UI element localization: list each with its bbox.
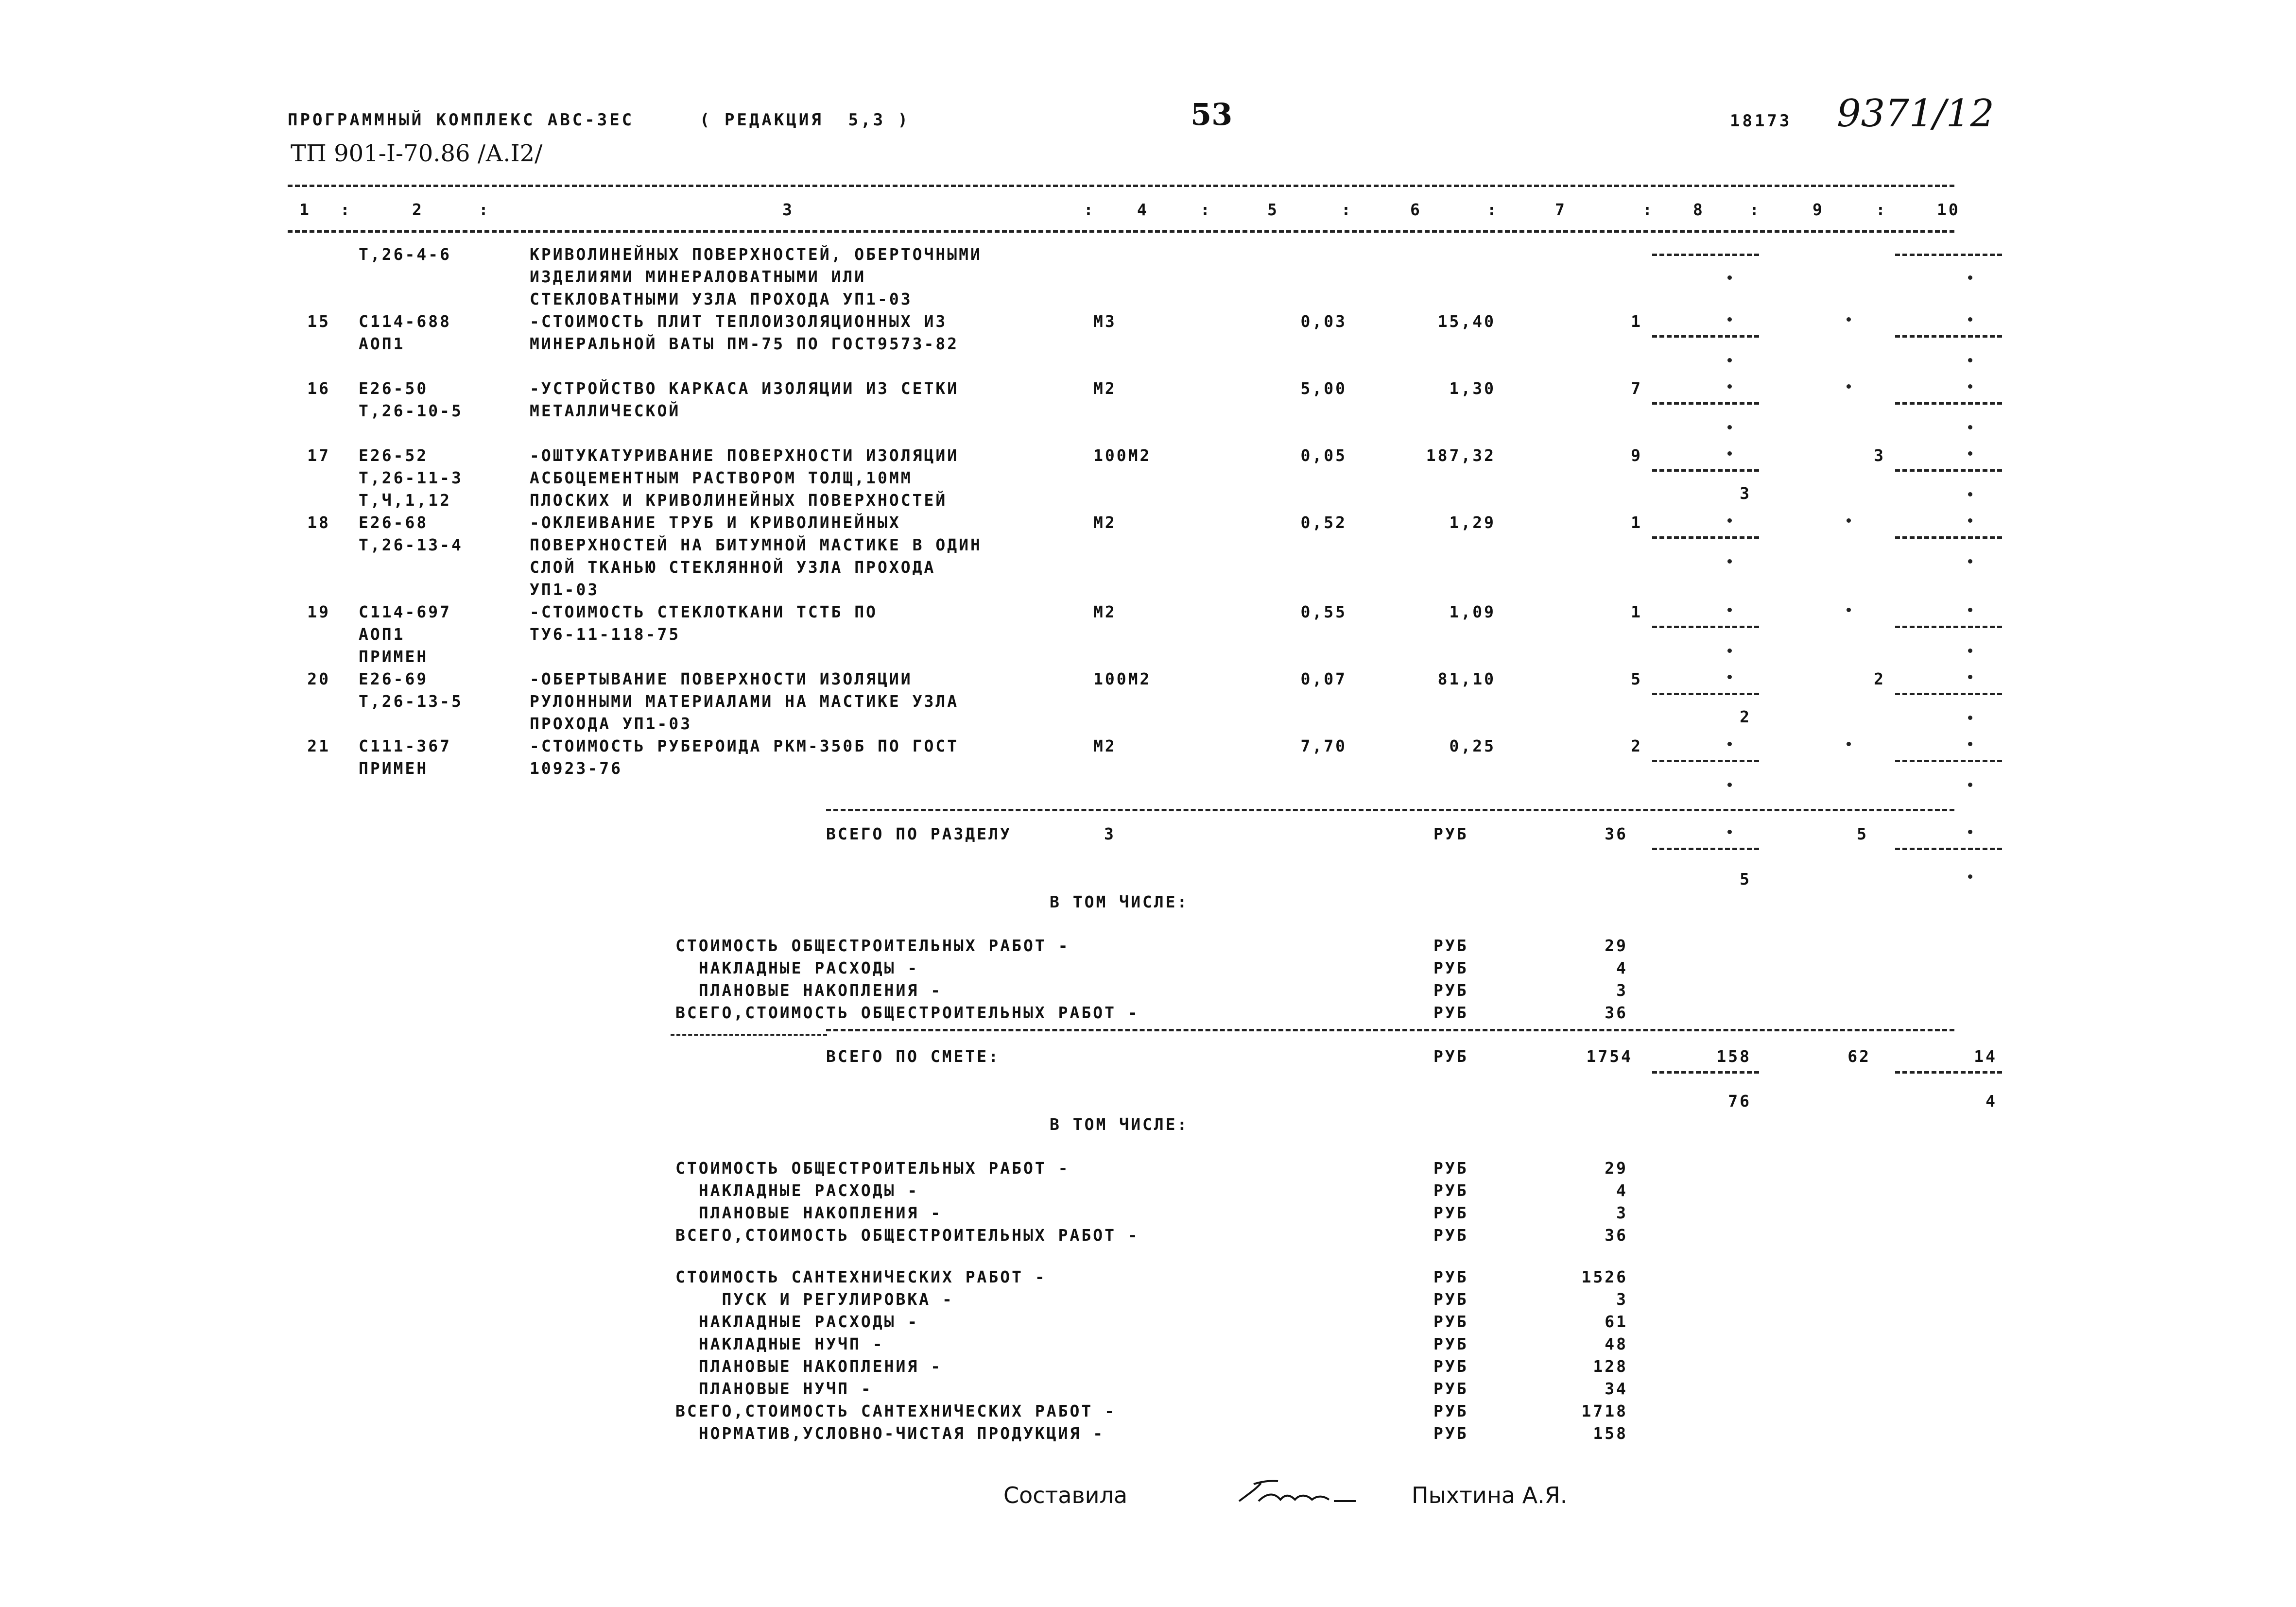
row-unit: М2 <box>1093 736 1117 755</box>
column-separator: : <box>1876 200 1887 219</box>
cell-dot <box>1847 317 1851 322</box>
cell-divider <box>1895 626 2002 628</box>
cell-dot <box>1847 384 1851 389</box>
column-separator: : <box>340 200 352 219</box>
cell-dot <box>1968 275 1972 280</box>
row-unit: 100М2 <box>1093 669 1152 688</box>
column-number: 9 <box>1813 200 1824 219</box>
cell-divider <box>1895 1071 2002 1074</box>
cell-dot <box>1727 559 1732 564</box>
section-breakdown-title: В ТОМ ЧИСЛЕ: <box>1050 892 1189 911</box>
header-separator-bottom <box>288 230 1954 233</box>
header-separator <box>288 185 1954 187</box>
breakdown-label: ПЛАНОВЫЕ НАКОПЛЕНИЯ - <box>675 1203 942 1222</box>
breakdown-label: ПУСК И РЕГУЛИРОВКА - <box>675 1290 954 1309</box>
column-number: 2 <box>412 200 424 219</box>
row-code: Е26-52 <box>359 446 429 465</box>
row-description: КРИВОЛИНЕЙНЫХ ПОВЕРХНОСТЕЙ, ОБЕРТОЧНЫМИ <box>530 245 982 264</box>
cell-divider <box>1895 402 2002 405</box>
cell-dot <box>1727 518 1732 523</box>
breakdown-label: НАКЛАДНЫЕ НУЧП - <box>675 1334 884 1353</box>
breakdown-label: СТОИМОСТЬ ОБЩЕСТРОИТЕЛЬНЫХ РАБОТ - <box>675 1159 1070 1178</box>
cell-dot <box>1968 425 1972 429</box>
signature-name: Пыхтина А.Я. <box>1412 1482 1568 1508</box>
row-description: ТУ6-11-118-75 <box>530 625 681 644</box>
row-description: МЕТАЛЛИЧЕСКОЙ <box>530 401 681 420</box>
column-number: 7 <box>1555 200 1567 219</box>
cell-divider <box>1895 536 2002 539</box>
cell-dot <box>1727 358 1732 362</box>
breakdown-label: НАКЛАДНЫЕ РАСХОДЫ - <box>675 958 919 977</box>
section-total-unit: РУБ <box>1433 824 1468 843</box>
cell-dot <box>1968 783 1972 787</box>
row-unit: М2 <box>1093 602 1117 621</box>
cell-divider <box>1895 335 2002 338</box>
cell-divider <box>1652 254 1759 256</box>
breakdown-label: ПЛАНОВЫЕ НУЧП - <box>675 1379 873 1398</box>
cell-divider <box>1652 469 1759 472</box>
breakdown-label: ВСЕГО,СТОИМОСТЬ САНТЕХНИЧЕСКИХ РАБОТ - <box>675 1402 1116 1420</box>
column-number: 3 <box>782 200 794 219</box>
row-code: АОП1 <box>359 625 405 644</box>
column-separator: : <box>1341 200 1353 219</box>
breakdown-unit: РУБ <box>1433 1203 1468 1222</box>
row-description: -СТОИМОСТЬ ПЛИТ ТЕПЛОИЗОЛЯЦИОННЫХ ИЗ <box>530 312 948 331</box>
cell-dot <box>1968 742 1972 746</box>
cell-dot <box>1847 742 1851 746</box>
breakdown-unit: РУБ <box>1433 1402 1468 1420</box>
breakdown-unit: РУБ <box>1433 1290 1468 1309</box>
row-code: Т,Ч,1,12 <box>359 491 451 510</box>
estimate-total-separator <box>826 1029 1954 1031</box>
breakdown-unit: РУБ <box>1433 1159 1468 1178</box>
breakdown-unit: РУБ <box>1433 1357 1468 1376</box>
signature-label: Составила <box>1003 1482 1128 1508</box>
breakdown-label: ВСЕГО,СТОИМОСТЬ ОБЩЕСТРОИТЕЛЬНЫХ РАБОТ - <box>675 1003 1139 1022</box>
breakdown-unit: РУБ <box>1433 1226 1468 1245</box>
column-number: 6 <box>1410 200 1422 219</box>
row-description: УП1-03 <box>530 580 600 599</box>
cell-dot <box>1968 874 1972 879</box>
cell-dot <box>1968 830 1972 834</box>
document-id: ТП 901-I-70.86 /А.I2/ <box>291 140 543 167</box>
row-code: С114-688 <box>359 312 451 331</box>
column-separator: : <box>1200 200 1212 219</box>
cell-dot <box>1968 518 1972 523</box>
cell-dot <box>1727 742 1732 746</box>
row-description: СТЕКЛОВАТНЫМИ УЗЛА ПРОХОДА УП1-03 <box>530 290 913 308</box>
program-name: ПРОГРАММНЫЙ КОМПЛЕКС АВС-3ЕС <box>288 110 635 130</box>
estimate-breakdown-title: В ТОМ ЧИСЛЕ: <box>1050 1115 1189 1134</box>
cell-dot <box>1968 675 1972 679</box>
row-code: Е26-50 <box>359 379 429 398</box>
column-number: 1 <box>299 200 311 219</box>
cell-divider <box>1895 254 2002 256</box>
cell-divider <box>1895 848 2002 850</box>
estimate-total-label: ВСЕГО ПО СМЕТЕ: <box>826 1047 1001 1066</box>
page-number: 53 <box>1191 97 1233 132</box>
document-code: 18173 <box>1730 111 1792 131</box>
row-unit: М2 <box>1093 379 1117 398</box>
row-description: -ОШТУКАТУРИВАНИЕ ПОВЕРХНОСТИ ИЗОЛЯЦИИ <box>530 446 959 465</box>
row-description: МИНЕРАЛЬНОЙ ВАТЫ ПМ-75 ПО ГОСТ9573-82 <box>530 334 959 353</box>
cell-divider <box>1895 760 2002 762</box>
cell-dot <box>1968 649 1972 653</box>
column-separator: : <box>1084 200 1095 219</box>
cell-divider <box>1652 335 1759 338</box>
breakdown-unit: РУБ <box>1433 1379 1468 1398</box>
column-number: 5 <box>1267 200 1279 219</box>
row-description: ПРОХОДА УП1-03 <box>530 714 692 733</box>
row-description: ПОВЕРХНОСТЕЙ НА БИТУМНОЙ МАСТИКЕ В ОДИН <box>530 535 982 554</box>
handwritten-number: 9371/12 <box>1837 92 1995 136</box>
row-code: АОП1 <box>359 334 405 353</box>
column-number: 10 <box>1937 200 1960 219</box>
cell-dot <box>1727 384 1732 389</box>
cell-dot <box>1727 275 1732 280</box>
breakdown-label: НАКЛАДНЫЕ РАСХОДЫ - <box>675 1312 919 1331</box>
cell-divider <box>1652 402 1759 405</box>
row-description: РУЛОННЫМИ МАТЕРИАЛАМИ НА МАСТИКЕ УЗЛА <box>530 692 959 711</box>
row-code: Т,26-13-5 <box>359 692 463 711</box>
cell-dot <box>1727 783 1732 787</box>
cell-divider <box>1652 760 1759 762</box>
row-code: Т,26-4-6 <box>359 245 451 264</box>
row-description: -ОБЕРТЫВАНИЕ ПОВЕРХНОСТИ ИЗОЛЯЦИИ <box>530 669 913 688</box>
breakdown-end-separator <box>671 1034 827 1036</box>
breakdown-label: СТОИМОСТЬ ОБЩЕСТРОИТЕЛЬНЫХ РАБОТ - <box>675 936 1070 955</box>
cell-dot <box>1847 608 1851 612</box>
breakdown-label: НАКЛАДНЫЕ РАСХОДЫ - <box>675 1181 919 1200</box>
breakdown-unit: РУБ <box>1433 1181 1468 1200</box>
row-description: ИЗДЕЛИЯМИ МИНЕРАЛОВАТНЫМИ ИЛИ <box>530 267 866 286</box>
breakdown-unit: РУБ <box>1433 1312 1468 1331</box>
row-unit: М3 <box>1093 312 1117 331</box>
row-description: АСБОЦЕМЕНТНЫМ РАСТВОРОМ ТОЛЩ,10ММ <box>530 468 913 487</box>
breakdown-unit: РУБ <box>1433 1003 1468 1022</box>
row-code: Т,26-13-4 <box>359 535 463 554</box>
row-code: ПРИМЕН <box>359 759 429 778</box>
cell-dot <box>1968 492 1972 496</box>
cell-divider <box>1652 848 1759 850</box>
column-separator: : <box>1487 200 1499 219</box>
row-unit: 100М2 <box>1093 446 1152 465</box>
breakdown-unit: РУБ <box>1433 958 1468 977</box>
row-description: -ОКЛЕИВАНИЕ ТРУБ И КРИВОЛИНЕЙНЫХ <box>530 513 901 532</box>
column-separator: : <box>479 200 490 219</box>
column-number: 8 <box>1693 200 1705 219</box>
row-code: Т,26-11-3 <box>359 468 463 487</box>
row-description: -СТОИМОСТЬ РУБЕРОИДА РКМ-350Б ПО ГОСТ <box>530 736 959 755</box>
breakdown-unit: РУБ <box>1433 1267 1468 1286</box>
row-code: С114-697 <box>359 602 451 621</box>
row-code: ПРИМЕН <box>359 647 429 666</box>
cell-dot <box>1968 451 1972 456</box>
row-description: -СТОИМОСТЬ СТЕКЛОТКАНИ ТСТБ ПО <box>530 602 878 621</box>
row-description: -УСТРОЙСТВО КАРКАСА ИЗОЛЯЦИИ ИЗ СЕТКИ <box>530 379 959 398</box>
cell-dot <box>1968 716 1972 720</box>
cell-divider <box>1652 693 1759 695</box>
cell-dot <box>1727 425 1732 429</box>
row-code: Т,26-10-5 <box>359 401 463 420</box>
cell-dot <box>1727 675 1732 679</box>
row-code: Е26-68 <box>359 513 429 532</box>
program-edition: ( РЕДАКЦИЯ 5,3 ) <box>700 110 910 130</box>
row-code: Е26-69 <box>359 669 429 688</box>
cell-dot <box>1727 830 1732 834</box>
breakdown-label: ВСЕГО,СТОИМОСТЬ ОБЩЕСТРОИТЕЛЬНЫХ РАБОТ - <box>675 1226 1139 1245</box>
row-description: 10923-76 <box>530 759 622 778</box>
section-total-separator <box>826 809 1954 811</box>
row-unit: М2 <box>1093 513 1117 532</box>
cell-divider <box>1895 693 2002 695</box>
breakdown-label: СТОИМОСТЬ САНТЕХНИЧЕСКИХ РАБОТ - <box>675 1267 1047 1286</box>
breakdown-unit: РУБ <box>1433 936 1468 955</box>
column-number: 4 <box>1137 200 1149 219</box>
breakdown-label: ПЛАНОВЫЕ НАКОПЛЕНИЯ - <box>675 1357 942 1376</box>
breakdown-unit: РУБ <box>1433 1424 1468 1443</box>
cell-dot <box>1727 649 1732 653</box>
breakdown-unit: РУБ <box>1433 1334 1468 1353</box>
cell-dot <box>1968 358 1972 362</box>
column-separator: : <box>1749 200 1761 219</box>
cell-dot <box>1727 451 1732 456</box>
cell-dot <box>1968 384 1972 389</box>
cell-dot <box>1847 518 1851 523</box>
cell-divider <box>1652 1071 1759 1074</box>
cell-divider <box>1652 626 1759 628</box>
cell-dot <box>1727 608 1732 612</box>
section-total-section: 3 <box>1104 824 1116 843</box>
cell-dot <box>1968 608 1972 612</box>
cell-divider <box>1895 469 2002 472</box>
cell-dot <box>1968 559 1972 564</box>
section-total-label: ВСЕГО ПО РАЗДЕЛУ <box>826 824 1012 843</box>
handwritten-signature <box>1234 1474 1361 1513</box>
row-code: С111-367 <box>359 736 451 755</box>
cell-dot <box>1968 317 1972 322</box>
breakdown-label: ПЛАНОВЫЕ НАКОПЛЕНИЯ - <box>675 981 942 1000</box>
breakdown-unit: РУБ <box>1433 981 1468 1000</box>
cell-dot <box>1727 317 1732 322</box>
row-description: ПЛОСКИХ И КРИВОЛИНЕЙНЫХ ПОВЕРХНОСТЕЙ <box>530 491 948 510</box>
estimate-total-unit: РУБ <box>1433 1047 1468 1066</box>
column-separator: : <box>1642 200 1654 219</box>
row-description: СЛОЙ ТКАНЬЮ СТЕКЛЯННОЙ УЗЛА ПРОХОДА <box>530 558 936 577</box>
cell-divider <box>1652 536 1759 539</box>
breakdown-label: НОРМАТИВ,УСЛОВНО-ЧИСТАЯ ПРОДУКЦИЯ - <box>675 1424 1105 1443</box>
